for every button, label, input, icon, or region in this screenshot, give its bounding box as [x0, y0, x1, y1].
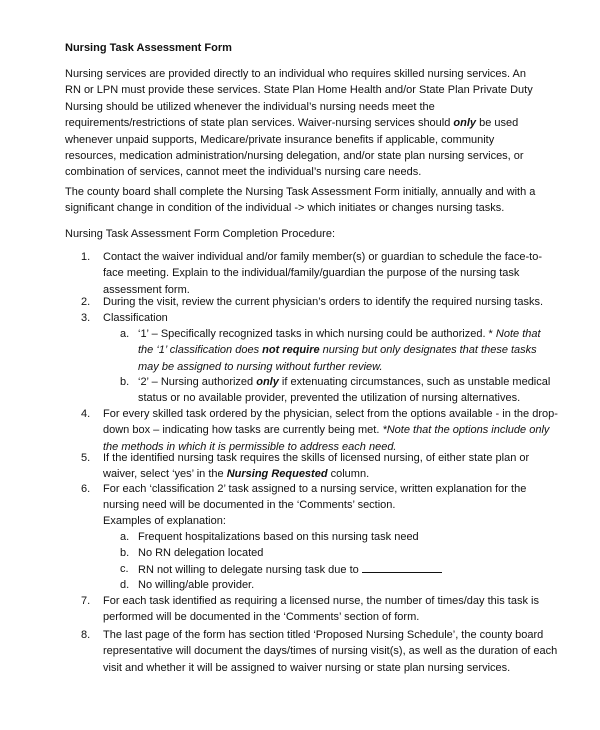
blank-line: [362, 561, 442, 573]
list-text: Contact the waiver individual and/or family member(s) or guardian to schedule the face-to-face meeting. Explain to the individual/family/guardian the purpose of the nursing task assessment form.: [103, 251, 542, 296]
list-number: 3.: [81, 312, 91, 324]
list-text: [103, 406, 558, 455]
sub-letter: c.: [120, 563, 129, 575]
note-italic: Note that the ‘1’ classification does: [138, 328, 541, 357]
sub-text: No willing/able provider.: [138, 579, 255, 591]
list-number: 6.: [81, 483, 91, 495]
list-text-part: column.: [327, 468, 370, 481]
list-text: The last page of the form has section titled ‘Proposed Nursing Schedule’, the county board representative will document the days/times of nursing visit(s), as well as the duration of each visit and whether it will be assigned to waiver nursing or state plan nursing services.: [103, 629, 558, 674]
intro-paragraph-2: The county board shall complete the Nursing Task Assessment Form initially, annually and with a significant change in condition of the individual -> which initiates or changes nursing tasks.: [65, 186, 536, 215]
sub-text-part: RN not willing to delegate nursing task due to: [138, 564, 359, 576]
list-text: [103, 450, 558, 483]
note-italic: nursing but only designates that these tasks may be assigned to nursing without further review.: [138, 344, 537, 373]
list-number: 2.: [81, 296, 91, 308]
sub-letter: a.: [120, 531, 130, 543]
list-text-part: If the identified nursing task requires the skills of licensed nursing, of either state plan or waiver, select ‘yes’ in the: [103, 452, 530, 481]
list-number: 5.: [81, 452, 91, 464]
list-number: 1.: [81, 251, 91, 263]
list-number: 8.: [81, 629, 91, 641]
list-text: During the visit, review the current physician’s orders to identify the required nursing tasks.: [103, 296, 544, 308]
list-text-part: For every skilled task ordered by the physician, select from the options available - in the drop-down box – indicating how tasks are currently being met.: [103, 408, 558, 437]
sub-text-part: if extenuating circumstances, such as unstable medical status or no available provider, prevented the utilization of nursing alternatives.: [138, 376, 551, 405]
sub-text: [138, 326, 558, 375]
procedure-heading: Nursing Task Assessment Form Completion Procedure:: [65, 228, 336, 240]
sub-text-part: ‘1’ – Specifically recognized tasks in which nursing could be authorized. *: [138, 328, 496, 340]
sub-letter: b.: [120, 376, 130, 388]
emphasis-nursing-requested: Nursing Requested: [226, 468, 328, 481]
sub-text-part: ‘2’ – Nursing authorized: [138, 376, 257, 388]
sub-letter: a.: [120, 328, 130, 340]
list-number: 7.: [81, 595, 91, 607]
intro-emphasis-only: only: [453, 117, 477, 130]
list-text: For each ‘classification 2’ task assigned to a nursing service, written explanation for the nursing need will be documented in the ‘Comments’ section.: [103, 483, 527, 512]
list-text: For each task identified as requiring a licensed nurse, the number of times/day this task is performed will be documented in the ‘Comments’ section of form.: [103, 595, 539, 624]
list-number: 4.: [81, 408, 91, 420]
note-italic: *Note that the options include only the methods in which it is permissible to address each need.: [103, 424, 550, 453]
intro-text-b: be used whenever unpaid supports, Medicare/private insurance benefits if applicable, community resources, medication administration/nursing delegation, and/or state plan nursing services, or combination of services, cannot meet the individual’s nursing care needs.: [65, 117, 524, 179]
sub-text: [138, 374, 558, 407]
form-title: Nursing Task Assessment Form: [65, 42, 232, 54]
sub-letter: d.: [120, 579, 130, 591]
intro-text-a: Nursing services are provided directly to an individual who requires skilled nursing services. An RN or LPN must provide these services. State Plan Home Health and/or State Plan Private Duty Nursing should be utilized whenever the individual’s nursing needs meet the requirements/restrictions of state plan services. Waiver-nursing services should: [65, 68, 533, 130]
intro-paragraph-1: [65, 66, 540, 181]
list-text: Examples of explanation:: [103, 515, 226, 527]
note-emphasis: not require: [262, 344, 320, 357]
sub-text: [138, 561, 558, 578]
sub-text: Frequent hospitalizations based on this nursing task need: [138, 531, 419, 543]
emphasis-only: only: [256, 376, 279, 388]
sub-letter: b.: [120, 547, 130, 559]
list-text: Classification: [103, 312, 168, 324]
sub-text: No RN delegation located: [138, 547, 264, 559]
